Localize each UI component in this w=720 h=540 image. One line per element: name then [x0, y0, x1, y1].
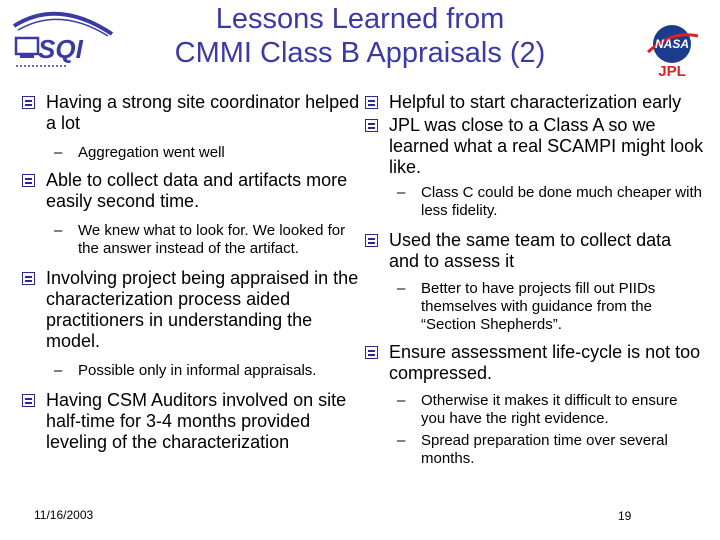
sub-bullet-item: – Aggregation went well	[54, 144, 225, 161]
square-bullet-icon	[365, 234, 378, 247]
sub-bullet-item: – We knew what to look for. We looked for the answer instead of the artifact.	[54, 222, 346, 257]
bullet-item: JPL was close to a Class A so we learned what a real SCAMPI might look like.	[365, 115, 705, 178]
square-bullet-icon	[22, 394, 35, 407]
dash-bullet: –	[397, 280, 406, 297]
dash-bullet: –	[397, 184, 406, 201]
bullet-item: Used the same team to collect data and to assess it	[365, 230, 705, 272]
square-bullet-icon	[365, 119, 378, 132]
title-line-2: CMMI Class B Appraisals (2)	[174, 37, 546, 69]
bullet-item: Helpful to start characterization early	[365, 92, 705, 113]
sub-bullet-item: – Otherwise it makes it difficult to ensure you have the right evidence.	[397, 392, 678, 427]
square-bullet-icon	[365, 346, 378, 359]
sub-bullet-item: – Possible only in informal appraisals.	[54, 362, 317, 379]
bullet-item: Ensure assessment life-cycle is not too compressed.	[365, 342, 705, 384]
square-bullet-icon	[365, 96, 378, 109]
bullet-item: Able to collect data and artifacts more easily second time.	[22, 170, 367, 212]
bullet-item: Involving project being appraised in the characterization process aided practitioners in understanding the model.	[22, 268, 367, 352]
dash-bullet: –	[54, 222, 63, 239]
square-bullet-icon	[22, 96, 35, 109]
bullet-item: Having CSM Auditors involved on site half-time for 3-4 months provided leveling of the characterization	[22, 390, 367, 453]
nasa-logo-text: NASA	[654, 37, 690, 51]
square-bullet-icon	[22, 272, 35, 285]
square-bullet-icon	[22, 174, 35, 187]
page-number: 19	[618, 509, 632, 523]
sub-bullet-item: – Spread preparation time over several months.	[397, 432, 668, 467]
dash-bullet: –	[54, 362, 63, 379]
sub-bullet-item: – Better to have projects fill out PIIDs themselves with guidance from the “Section Shepherds”.	[397, 280, 656, 333]
right-column	[365, 92, 705, 468]
slide-title	[150, 2, 570, 70]
dash-bullet: –	[397, 432, 406, 449]
sqi-logo-text: SQI	[38, 34, 83, 64]
nasa-jpl-logo	[640, 22, 704, 78]
sqi-logo	[8, 4, 118, 76]
dash-bullet: –	[54, 144, 63, 161]
left-column	[22, 92, 367, 453]
sub-bullet-item: – Class C could be done much cheaper with less fidelity.	[397, 184, 702, 219]
dash-bullet: –	[397, 392, 406, 409]
title-line-1: Lessons Learned from	[215, 3, 505, 35]
jpl-logo-text: JPL	[658, 63, 686, 78]
bullet-item: Having a strong site coordinator helped a lot	[22, 92, 367, 134]
footer-date: 11/16/2003	[34, 508, 94, 522]
